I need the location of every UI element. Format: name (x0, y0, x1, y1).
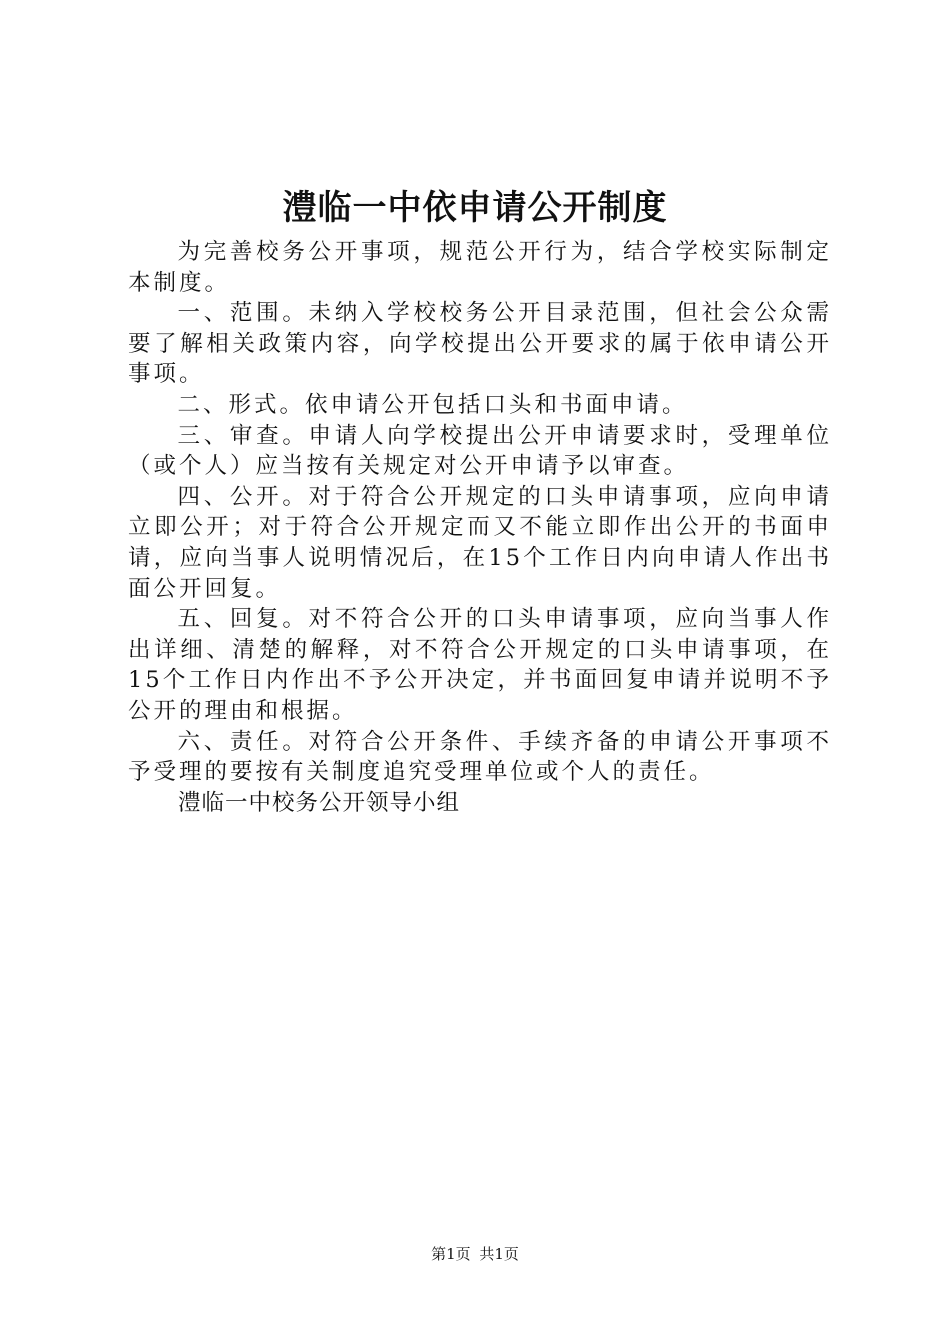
document-title: 澧临一中依申请公开制度 (282, 188, 668, 228)
page-footer: 第1页 共1页 (431, 1245, 519, 1263)
document-signature: 澧临一中校务公开领导小组 (178, 790, 461, 816)
section-scope: 一、范围。未纳入学校校务公开目录范围，但社会公众需要了解相关政策内容，向学校提出公开要求的属于依申请公开事项。 (128, 300, 832, 388)
section-form: 二、形式。依申请公开包括口头和书面申请。 (177, 391, 688, 418)
intro-paragraph: 为完善校务公开事项，规范公开行为，结合学校实际制定本制度。 (128, 239, 832, 296)
section-responsibility: 六、责任。对符合公开条件、手续齐备的申请公开事项不予受理的要按有关制度追究受理单位或个人的责任。 (128, 728, 832, 786)
section-review: 三、审查。申请人向学校提出公开申请要求时，受理单位（或个人）应当按有关规定对公开申请予以审查。 (128, 422, 832, 480)
section-reply: 五、回复。对不符合公开的口头申请事项，应向当事人作出详细、清楚的解释，对不符合公开规定的口头申请事项，在15个工作日内作出不予公开决定，并书面回复申请并说明不予公开的理由和根据。 (128, 606, 832, 724)
document-body (128, 237, 832, 788)
section-disclosure: 四、公开。对于符合公开规定的口头申请事项，应向申请立即公开；对于符合公开规定而又不能立即作出公开的书面申请，应向当事人说明情况后，在15个工作日内向申请人作出书面公开回复。 (128, 483, 832, 602)
